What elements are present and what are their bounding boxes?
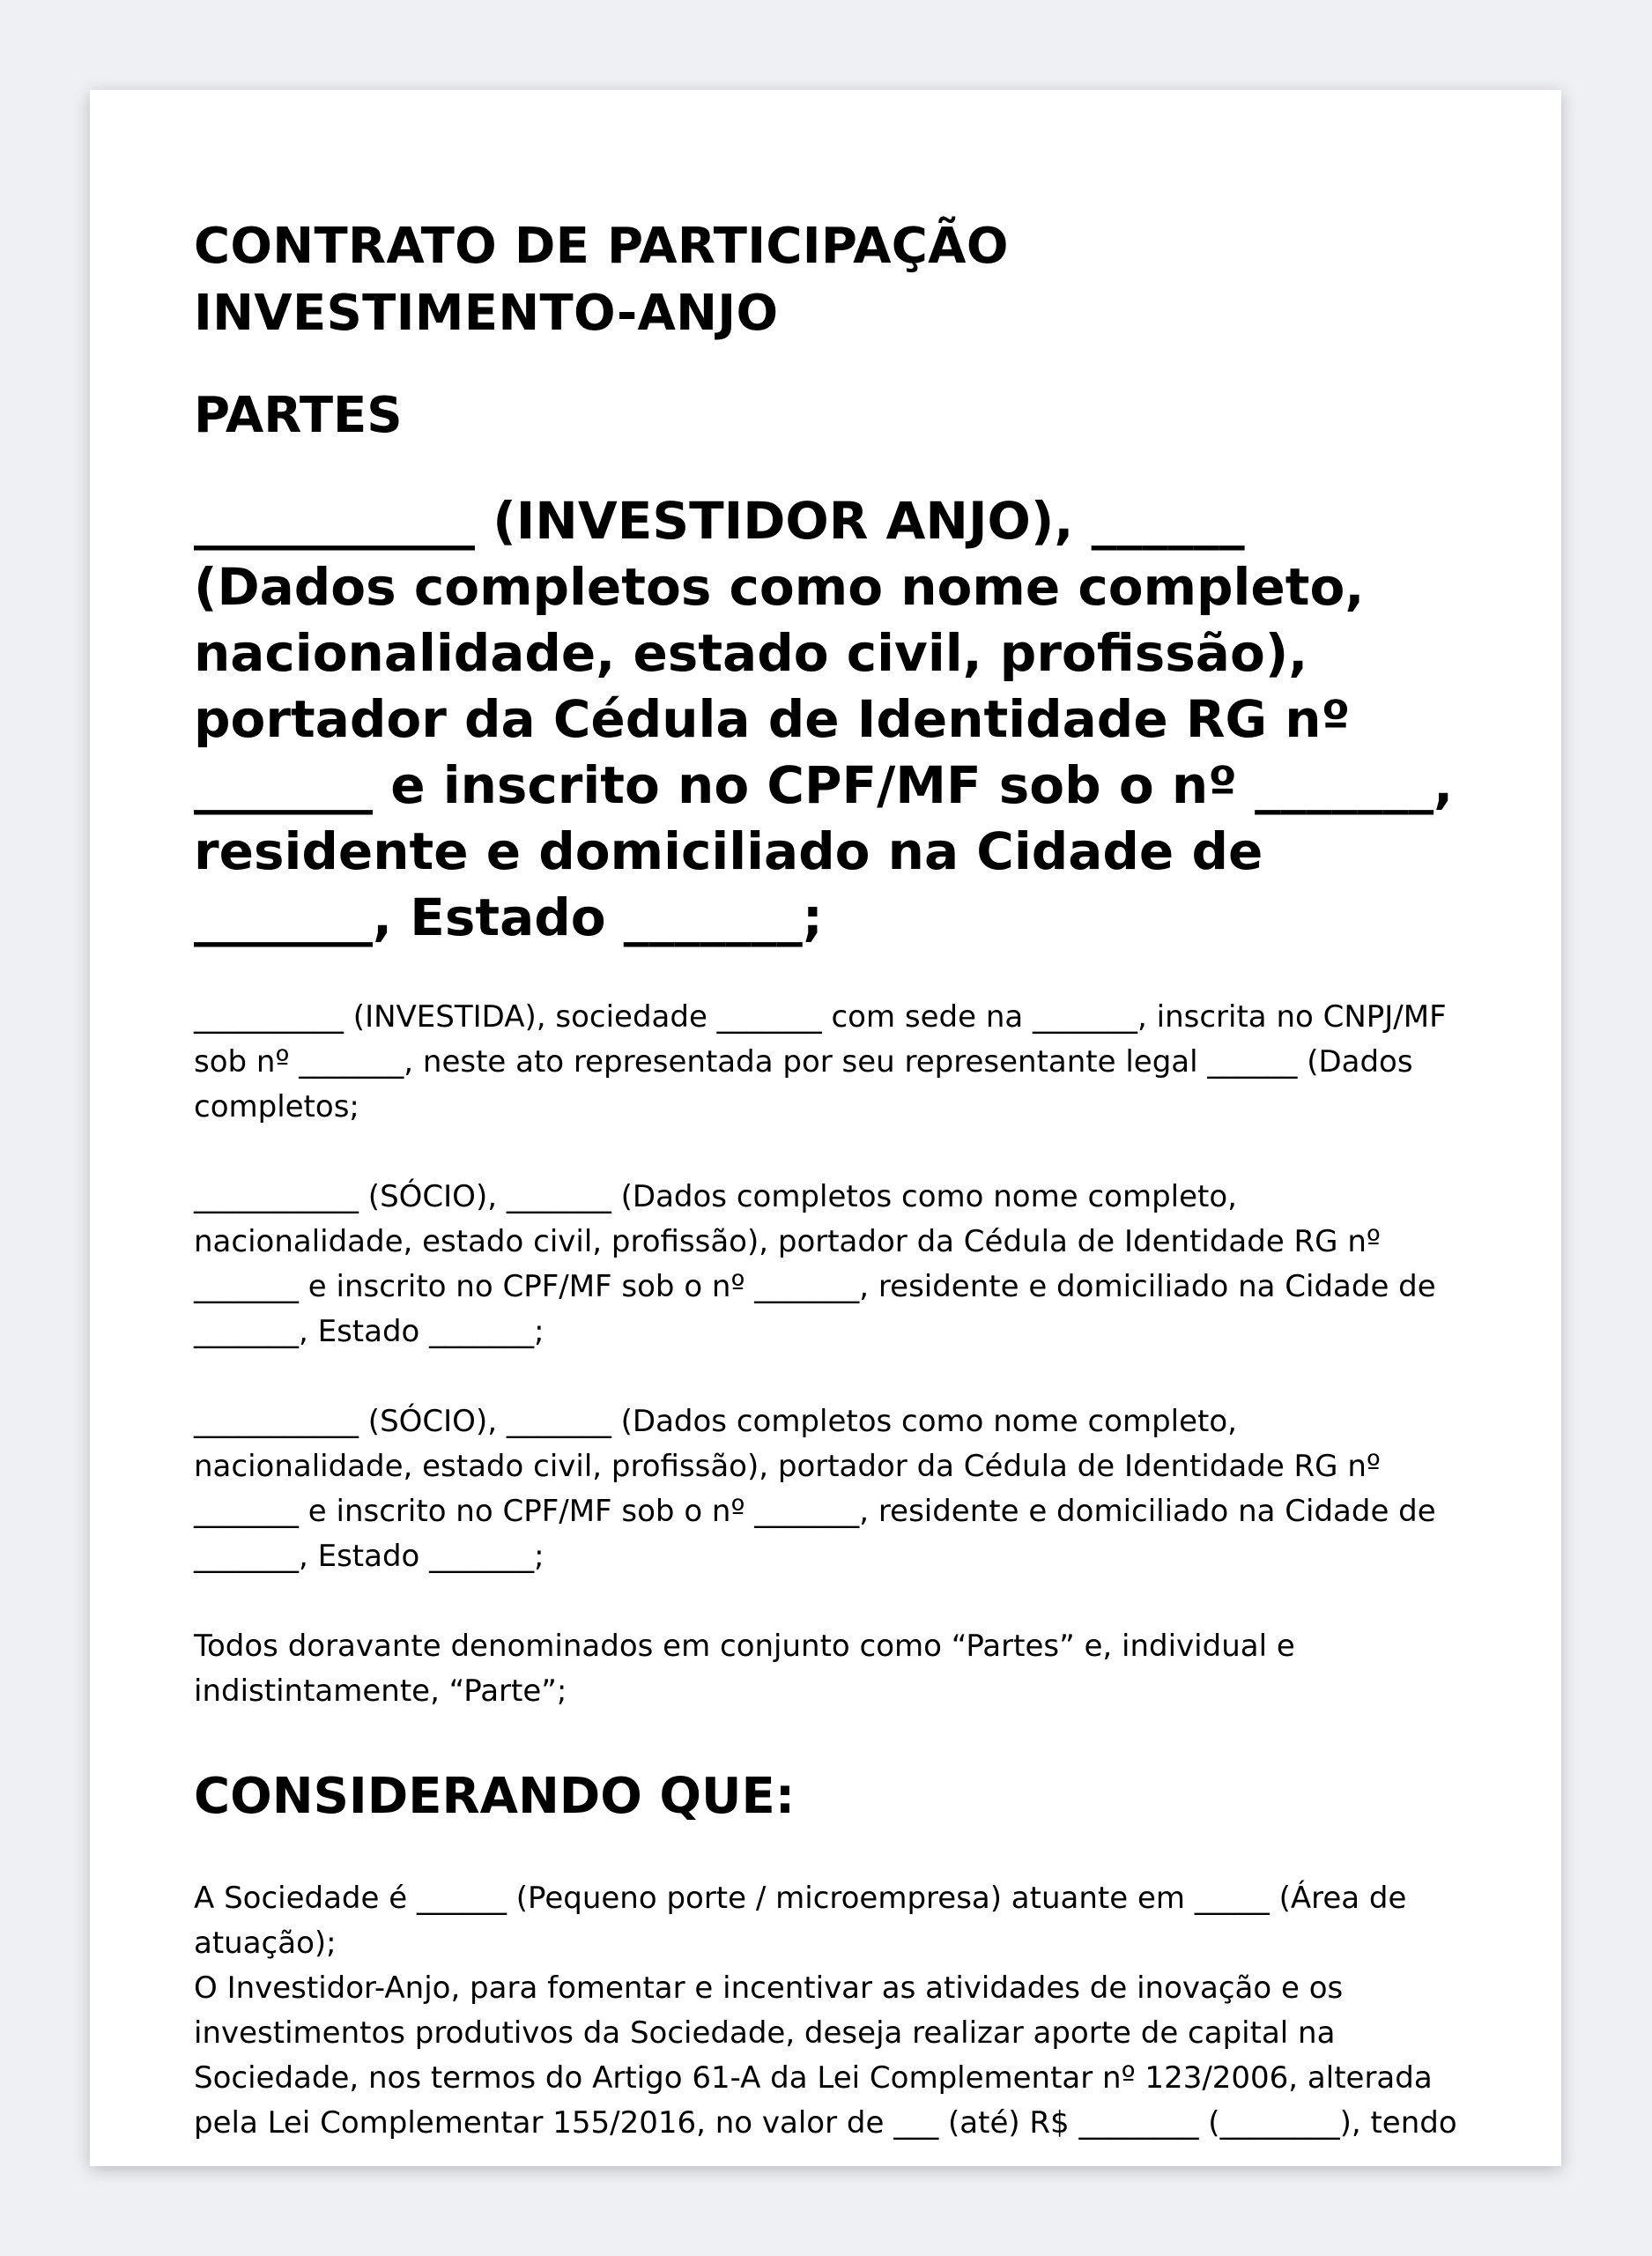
- document-title: [194, 213, 1457, 347]
- document-title-line-1: CONTRATO DE PARTICIPAÇÃO: [194, 218, 1009, 275]
- considerando-heading: CONSIDERANDO QUE:: [194, 1768, 796, 1825]
- document-page: [90, 90, 1561, 2166]
- considerando-item-1: A Sociedade é ______ (Pequeno porte / microempresa) atuante em _____ (Área de atuação);: [194, 1881, 1407, 1961]
- document-title-line-2: INVESTIMENTO-ANJO: [194, 285, 779, 342]
- considerando-item-2: O Investidor-Anjo, para fomentar e incentivar as atividades de inovação e os investimentos produtivos da Sociedade, deseja realizar aporte de capital na Sociedade, nos termos do Artigo 61-A da Lei Complementar nº 123/2006, alterada pela Lei Complementar 155/2016, no valor de ___ (até) R$ ________ (________), tendo: [194, 1970, 1457, 2141]
- investida-paragraph: __________ (INVESTIDA), sociedade _______ com sede na _______, inscrita no CNPJ/MF sob nº _______, neste ato representada por seu representante legal ______ (Dados completos;: [194, 999, 1447, 1124]
- socio-paragraph-2: ___________ (SÓCIO), _______ (Dados completos como nome completo, nacionalidade, estado civil, profissão), portador da Cédula de Identidade RG nº _______ e inscrito no CPF/MF sob o nº _______, residente e domiciliado na Cidade de _______, Estado _______;: [194, 1404, 1436, 1574]
- parties-heading: PARTES: [194, 387, 403, 444]
- investidor-anjo-paragraph: ___________ (INVESTIDOR ANJO), ______ (Dados completos como nome completo, nacionalidade, estado civil, profissão), portador da Cédula de Identidade RG nº _______ e inscrito no CPF/MF sob o nº _______, residente e domiciliado na Cidade de _______, Estado _______;: [194, 491, 1454, 947]
- partes-definition-paragraph: Todos doravante denominados em conjunto como “Partes” e, individual e indistintamente, “Parte”;: [194, 1629, 1295, 1709]
- socio-paragraph-1: ___________ (SÓCIO), _______ (Dados completos como nome completo, nacionalidade, estado civil, profissão), portador da Cédula de Identidade RG nº _______ e inscrito no CPF/MF sob o nº _______, residente e domiciliado na Cidade de _______, Estado _______;: [194, 1179, 1436, 1349]
